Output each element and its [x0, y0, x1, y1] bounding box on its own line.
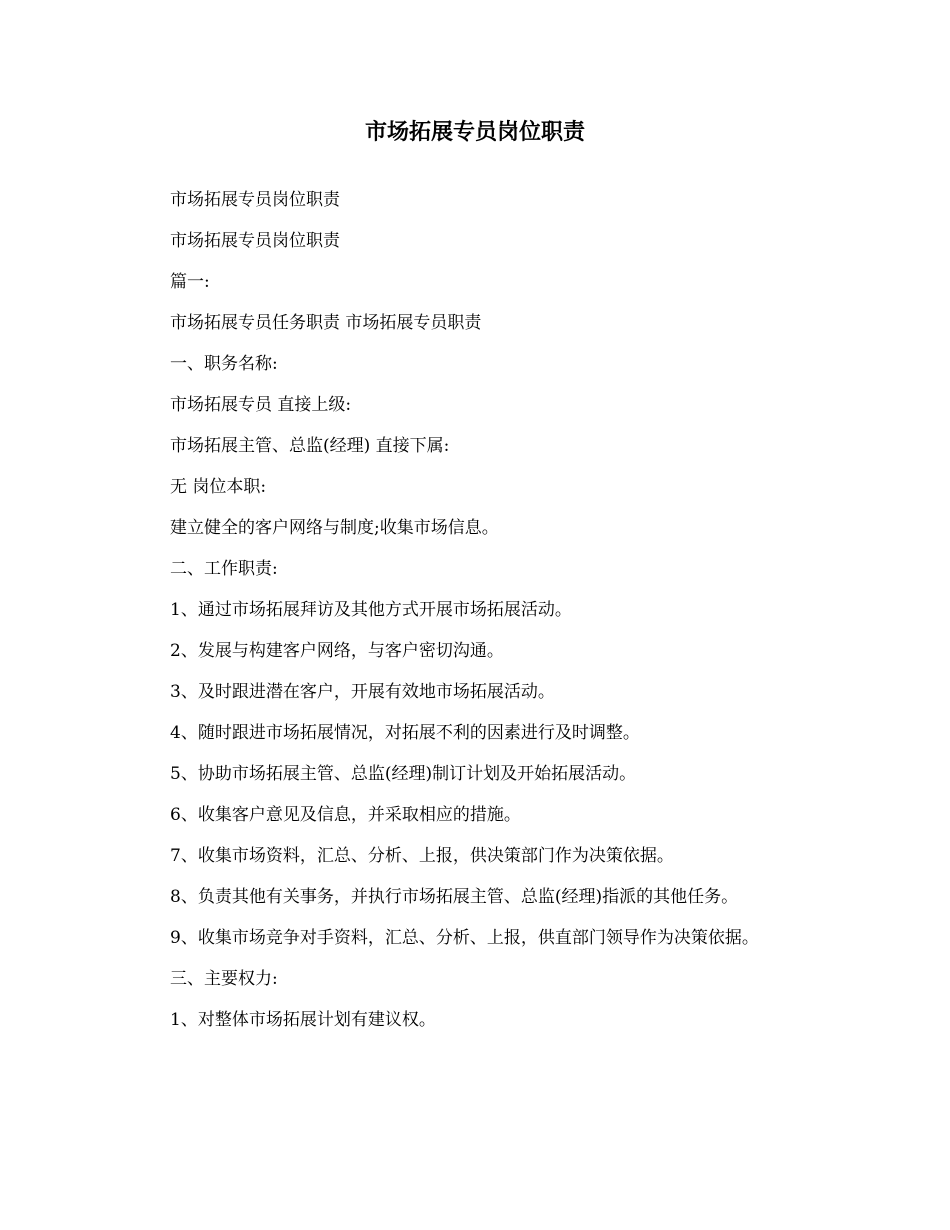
list-item: 2、发展与构建客户网络，与客户密切沟通。 — [170, 641, 504, 661]
list-item: 6、收集客户意见及信息，并采取相应的措施。 — [170, 805, 521, 825]
list-item: 1、通过市场拓展拜访及其他方式开展市场拓展活动。 — [170, 600, 572, 620]
paragraph: 市场拓展专员岗位职责 — [170, 231, 340, 251]
document-title: 市场拓展专员岗位职责 — [364, 119, 585, 145]
document-body — [140, 186, 820, 1047]
list-item: 4、随时跟进市场拓展情况，对拓展不利的因素进行及时调整。 — [170, 723, 640, 743]
list-item: 8、负责其他有关事务，并执行市场拓展主管、总监(经理)指派的其他任务。 — [170, 887, 739, 907]
paragraph: 市场拓展主管、总监(经理) 直接下属: — [170, 436, 450, 456]
paragraph: 市场拓展专员岗位职责 — [170, 190, 340, 210]
list-item: 9、收集市场竞争对手资料，汇总、分析、上报，供直部门领导作为决策依据。 — [170, 928, 759, 948]
section-heading: 一、职务名称: — [170, 354, 278, 374]
paragraph: 市场拓展专员 直接上级: — [170, 395, 352, 415]
paragraph: 市场拓展专员任务职责 市场拓展专员职责 — [170, 313, 482, 333]
section-heading: 二、工作职责: — [170, 559, 278, 579]
section-heading: 三、主要权力: — [170, 969, 278, 989]
paragraph: 无 岗位本职: — [170, 477, 267, 497]
list-item: 3、及时跟进潜在客户，开展有效地市场拓展活动。 — [170, 682, 555, 702]
list-item: 7、收集市场资料，汇总、分析、上报，供决策部门作为决策依据。 — [170, 846, 674, 866]
list-item: 1、对整体市场拓展计划有建议权。 — [170, 1010, 436, 1030]
paragraph: 建立健全的客户网络与制度;收集市场信息。 — [170, 518, 499, 538]
list-item: 5、协助市场拓展主管、总监(经理)制订计划及开始拓展活动。 — [170, 764, 637, 784]
paragraph: 篇一: — [170, 272, 210, 292]
